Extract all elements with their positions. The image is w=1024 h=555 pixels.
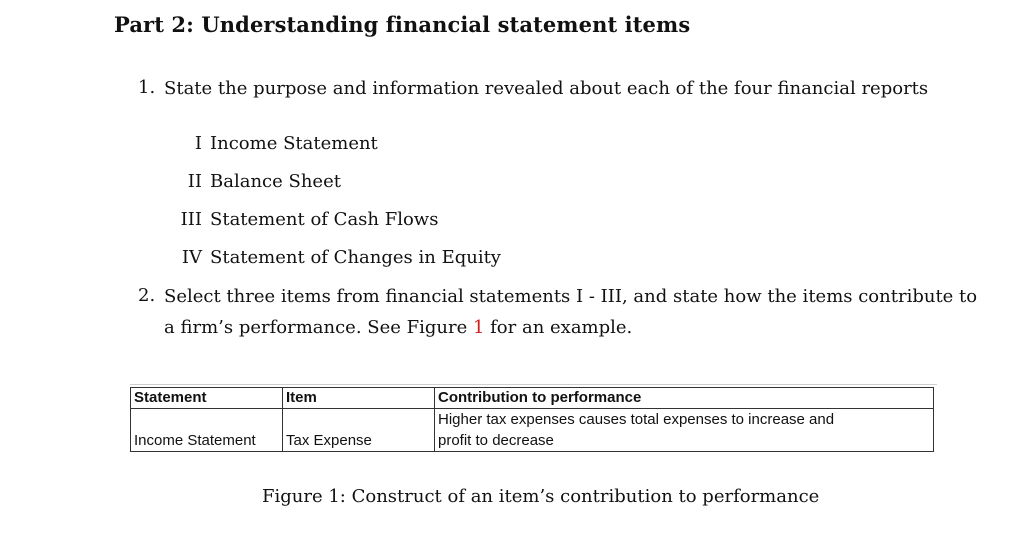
question-2-line-1: Select three items from financial statements I - III, and state how the items contribute to: [164, 286, 978, 307]
cell-contribution: [435, 409, 934, 452]
header-statement: Statement: [131, 388, 283, 409]
question-1-text: State the purpose and information revealed about each of the four financial reports: [164, 78, 929, 99]
question-1-number: 1.: [138, 77, 156, 98]
roman-numeral: I: [194, 132, 202, 154]
report-name: Statement of Changes in Equity: [210, 246, 501, 268]
section-heading: Part 2: Understanding financial statement items: [114, 12, 691, 37]
question-2-line-2: [164, 312, 977, 343]
table-row: [131, 409, 934, 452]
report-name: Income Statement: [210, 132, 378, 154]
question-2-line-2-start: a firm’s performance. See Figure: [164, 317, 473, 338]
contribution-table: [130, 387, 934, 452]
contribution-line-1: Higher tax expenses causes total expenses to increase and: [438, 411, 835, 428]
list-item: [170, 162, 501, 200]
roman-numeral: II: [187, 170, 202, 192]
figure-table-frame: [130, 384, 937, 455]
roman-numeral: III: [180, 208, 202, 230]
list-item: [170, 124, 501, 162]
header-item: Item: [283, 388, 435, 409]
question-2-text: [164, 281, 977, 343]
figure-reference-link[interactable]: 1: [472, 317, 485, 338]
header-contribution: Contribution to performance: [435, 388, 934, 409]
roman-numeral: IV: [181, 246, 202, 268]
list-item: [170, 200, 501, 238]
cell-statement: Income Statement: [131, 409, 283, 452]
report-list: [170, 124, 501, 276]
figure-caption: Figure 1: Construct of an item’s contribution to performance: [262, 486, 820, 507]
table-header-row: [131, 388, 934, 409]
report-name: Balance Sheet: [210, 170, 341, 192]
list-item: [170, 238, 501, 276]
question-2-line-2-end: for an example.: [484, 317, 633, 338]
report-name: Statement of Cash Flows: [210, 208, 439, 230]
contribution-line-2: profit to decrease: [438, 432, 554, 449]
question-2-number: 2.: [138, 285, 156, 306]
cell-item: Tax Expense: [283, 409, 435, 452]
